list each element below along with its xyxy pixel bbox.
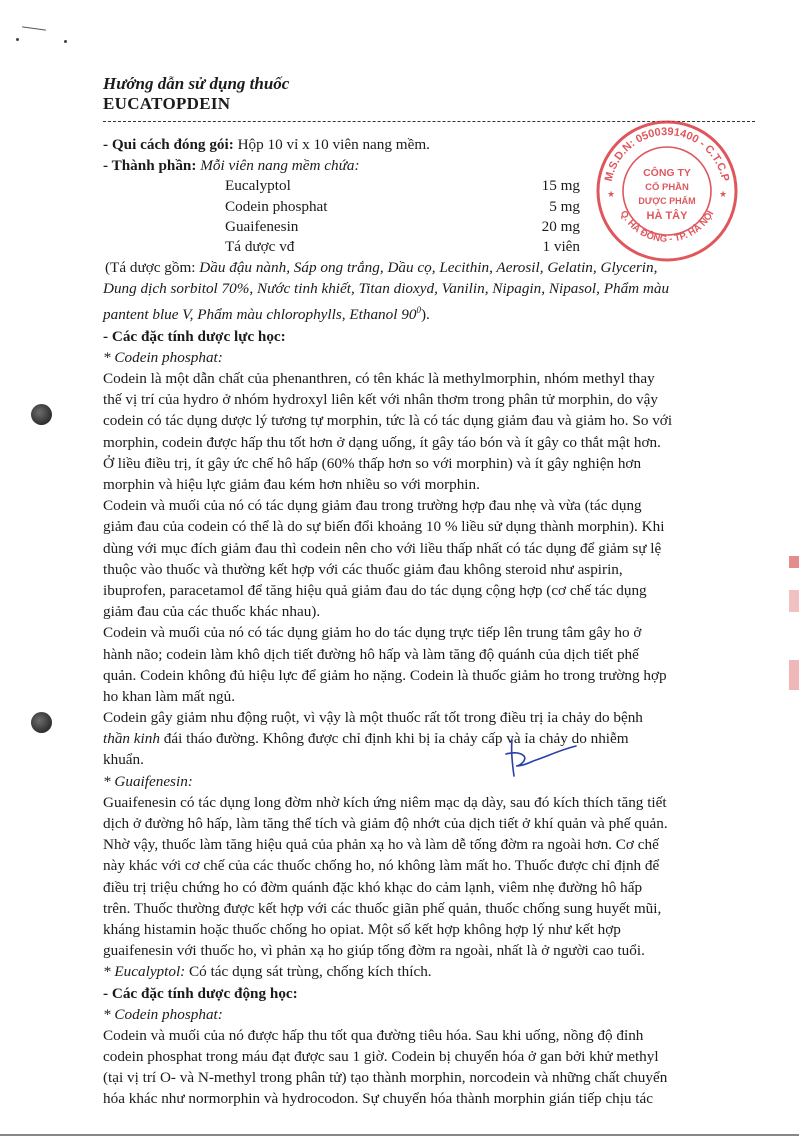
page-bottom-edge (0, 1134, 799, 1136)
paragraph-line: điều trị triệu chứng ho có đờm quánh đặc khó khạc do cảm lạnh, viêm nhẹ đường hô hấp (103, 878, 643, 896)
paragraph-line: ibuprofen, paracetamol để tăng hiệu quả giảm đau do tác dụng cộng hợp (cơ chế tác dụng (103, 581, 647, 599)
paragraph-text: đái tháo đường. Không được chỉ định khi bị ỉa chảy cấp và ỉa chảy do nhiễm (159, 730, 629, 748)
paragraph-line: Ở liều điều trị, ít gây ức chế hô hấp (60% thấp hơn so với morphin) và ít gây nghiện hơn (103, 454, 642, 472)
ingredient-amount: 5 mg (549, 197, 580, 215)
excipients-close: ). (420, 305, 430, 323)
paragraph-line: Codein là một dẫn chất của phenanthren, có tên khác là methylmorphin, nhóm methyl thay (103, 370, 655, 388)
excipients-open: (Tá dược gồm: (105, 259, 200, 277)
stamp-line: HÀ TÂY (646, 210, 688, 222)
ingredient-name: Tá dược vđ (225, 237, 295, 255)
paragraph-line: thuộc vào thuốc và thường kết hợp với các thuốc giảm đau không steroid như aspirin, (103, 560, 623, 578)
section-heading: - Các đặc tính dược động học: (103, 984, 298, 1002)
paragraph-line: morphin, codein được hấp thu tốt hơn ở dạng uống, ít gây táo bón và ít gây co thắt mật hơn. (103, 433, 661, 451)
subsection-heading: * Guaifenesin: (103, 772, 193, 790)
composition-intro: Mỗi viên nang mềm chứa: (196, 157, 360, 175)
paragraph-line: Codein và muối của nó có tác dụng giảm ho do tác dụng trực tiếp lên trung tâm gây ho ở (103, 624, 642, 642)
stamp-line: DƯỢC PHẨM (638, 196, 696, 206)
paragraph-line: (tại vị trí O- và N-methyl trong phân tử) tạo thành morphin, norcodein và những chất chuyển (103, 1069, 668, 1087)
excipients-line (103, 300, 768, 321)
paragraph-line: này khác với cơ chế của các thuốc chống ho, nó không làm mất ho. Thuốc được chỉ định để (103, 857, 660, 875)
paragraph-line: dùng với mục đích giảm đau thì codein nên cho với liều thấp nhất có tác dụng để giảm sự lệ (103, 539, 662, 557)
paragraph-line: Codein gây giảm nhu động ruột, vì vậy là một thuốc rất tốt trong điều trị ỉa chảy do bệnh (103, 709, 643, 727)
composition-label: - Thành phần: (103, 157, 197, 175)
scan-dot (64, 40, 67, 43)
paragraph-line: hành não; codein làm khô dịch tiết đường hô hấp và làm tăng độ quánh của dịch tiết phế (103, 645, 639, 663)
ingredient-amount: 1 viên (542, 237, 580, 255)
excipients-superscript: 0 (416, 304, 421, 315)
paragraph-line: codein phosphat trong máu đạt được sau 1 giờ. Codein bị chuyển hóa ở gan bởi khử methyl (103, 1048, 659, 1066)
excipients-text: pantent blue V, Phẩm màu chlorophylls, Ethanol 90 (103, 305, 417, 323)
paragraph-line: codein có tác dụng dược lý tương tự morphin, tức là có tác dụng giảm đau và giảm ho. So với (103, 412, 673, 430)
ingredient-name: Guaifenesin (225, 217, 299, 235)
paragraph-line: morphin và hiệu lực giảm đau kém hơn nhiều so với morphin. (103, 476, 480, 493)
product-title: EUCATOPDEIN (103, 94, 231, 113)
paragraph-line: guaifenesin với thuốc ho, vì phản xạ ho giúp tống đờm ra ngoài, nhất là ở người cao tuổi. (103, 942, 645, 960)
document-kicker: Hướng dẫn sử dụng thuốc (103, 74, 290, 93)
stamp-ring-bottom: Q. HÀ ĐÔNG - TP. HÀ NỘI (617, 208, 717, 245)
paragraph-line: khuẩn. (103, 751, 144, 769)
subsection-heading: * Codein phosphat: (103, 348, 223, 366)
punch-hole-upper (31, 404, 52, 425)
packaging-label: - Qui cách đóng gói: (103, 136, 234, 153)
company-stamp (594, 118, 740, 264)
edge-mark (789, 590, 799, 612)
italic-term: thần kinh (103, 730, 160, 748)
ingredient-amount: 15 mg (541, 177, 580, 195)
document-body (103, 130, 768, 1110)
scan-dot (16, 38, 19, 41)
paragraph-line: Nhờ vậy, thuốc làm tăng hiệu quả của phản xạ ho và làm dễ tống đờm ra ngoài hơn. Cơ chế (103, 836, 659, 854)
ingredient-name: Codein phosphat (225, 197, 328, 215)
stamp-star-icon: ★ (607, 190, 616, 200)
paragraph-line: hóa khác như normorphin và hydrocodon. Sự chuyển hóa thành morphin gián tiếp chịu tác (103, 1090, 654, 1108)
document-header (103, 74, 289, 114)
paragraph-line: Guaifenesin có tác dụng long đờm nhờ kích ứng niêm mạc dạ dày, sau đó kích thích tăng tiết (103, 793, 667, 811)
edge-mark (789, 660, 799, 690)
stamp-line: CÔNG TY (643, 167, 691, 179)
punch-hole-lower (31, 712, 52, 733)
edge-mark (789, 556, 799, 568)
eucalyptol-line (103, 961, 768, 982)
ingredient-amount: 20 mg (541, 217, 580, 235)
section-heading: - Các đặc tính dược lực học: (103, 327, 286, 345)
packaging-value: Hộp 10 vỉ x 10 viên nang mềm. (233, 136, 430, 153)
paragraph-line: giảm đau của codein có thể là do sự biến đổi khoảng 10 % liều sử dụng thành morphin). Khi (103, 518, 665, 536)
stamp-star-icon: ★ (719, 190, 728, 200)
signature-mark (500, 736, 582, 782)
paragraph-line: Codein và muối của nó có tác dụng giảm đau trong trường hợp đau nhẹ và vừa (tác dụng (103, 497, 642, 515)
excipients-line: Dung dịch sorbitol 70%, Nước tinh khiết, Titan dioxyd, Vanilin, Nipagin, Nipasol, Phẩm màu (103, 280, 670, 298)
paragraph-line: trên. Thuốc thường được kết hợp với các thuốc giãn phế quản, thuốc chống sung huyết mũi, (103, 899, 662, 917)
ingredient-name: Eucalyptol (225, 177, 291, 195)
paragraph-line: dịch ở đường hô hấp, làm tăng thể tích và giảm độ nhớt của dịch tiết ở khí quản và phế quản. (103, 815, 668, 832)
paragraph-line: kháng histamin hoặc thuốc chống ho opiat. Một số kết hợp không hợp lý như kết hợp (103, 920, 621, 938)
paragraph-line: ho khan làm mất ngủ. (103, 687, 236, 705)
paragraph-line: thế vị trí của hydro ở nhóm hydroxyl liên kết với nhân thơm trong phân tử morphin, do vậy (103, 391, 658, 409)
scan-mark (22, 26, 46, 30)
stamp-line: CỔ PHẦN (645, 182, 689, 193)
excipients-text: Dầu đậu nành, Sáp ong trắng, Dầu cọ, Lecithin, Aerosil, Gelatin, Glycerin, (199, 259, 658, 277)
paragraph-line: Codein và muối của nó được hấp thu tốt qua đường tiêu hóa. Sau khi uống, nồng độ đỉnh (103, 1026, 644, 1044)
subsection-heading: * Eucalyptol: (103, 963, 186, 981)
paragraph-line: quản. Codein không đủ hiệu lực để giảm ho nặng. Codein là thuốc giảm ho trong trường hợp (103, 666, 667, 684)
paragraph-line: giảm đau của các thuốc khác nhau). (103, 603, 321, 621)
paragraph-text: Có tác dụng sát trùng, chống kích thích. (185, 963, 432, 981)
paragraph-line (103, 728, 768, 749)
stamp-ring-text: M.S.D.N: 0500391400 - C.T.C.P (602, 125, 732, 183)
subsection-heading: * Codein phosphat: (103, 1005, 223, 1023)
